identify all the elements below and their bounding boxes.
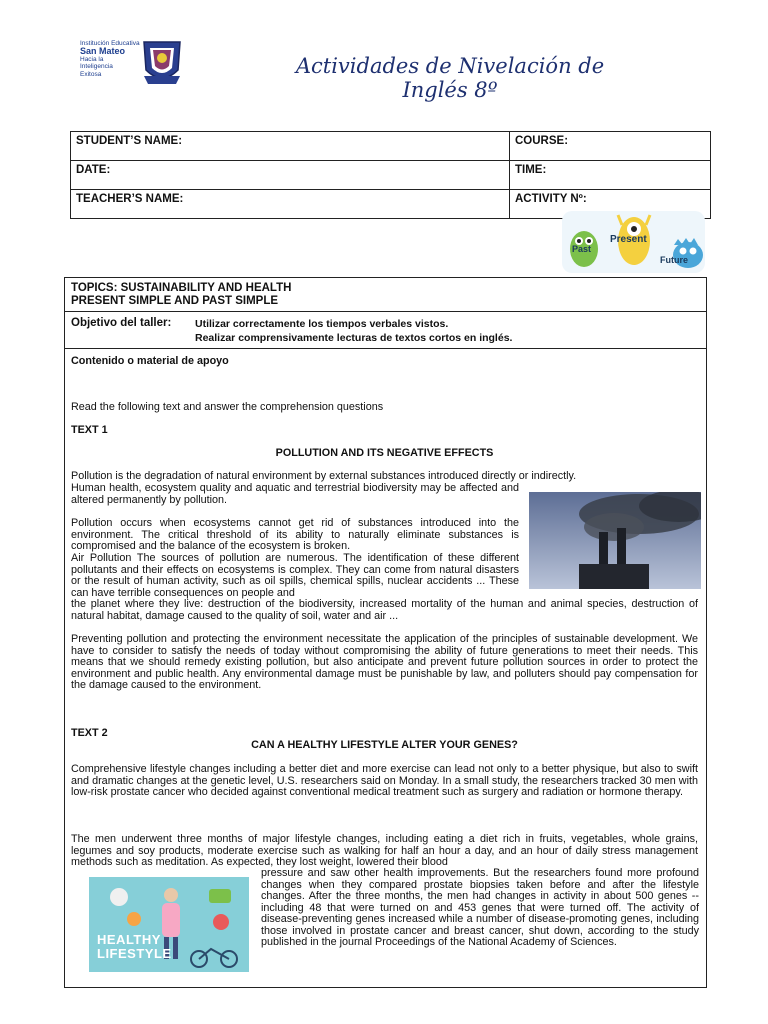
text2-paragraph-2b: pressure and saw other health improvements. But the researchers found more profound changes when they compared prostate biopsies taken before and after the lifestyle changes. After the three months, the men had changes in activity in about 500 genes -- including 48 that were turned on and 453 genes that were turned off. The activity of disease-preventing genes increased while a number of disease-promoting genes, including those involved in prostate cancer and breast cancer, shut down, according to the study published in the journal Proceedings of the National Academy of Sciences.	[261, 867, 699, 948]
logo-line: Hacia la	[80, 56, 104, 64]
healthy-lifestyle-caption	[97, 933, 172, 961]
text1-paragraph-2: Pollution occurs when ecosystems cannot get rid of substances introduced into the environment. The critical threshold of its ability to naturally eliminate substances is compromised and the balance of the ecosystem is broken.	[71, 517, 519, 552]
teacher-name-field[interactable]: TEACHER’S NAME:	[71, 190, 510, 219]
logo-line: Inteligencia	[80, 63, 113, 71]
text1-paragraph-4: Preventing pollution and protecting the environment necessitate the application of the principles of sustainable development. We have to consider to satisfy the needs of today without compromising the ability of future generations to meet their needs. This means that we should remedy existing pollution, but also anticipate and prevent future pollution sources in order to protect the environment and public health. Any environmental damage must be punishable by law, and polluters should pay compensation for the damage caused to the environment.	[71, 633, 698, 691]
logo-school-name: San Mateo	[80, 46, 126, 57]
title-line-1: Actividades de Nivelación de	[295, 54, 605, 78]
text1-paragraph-3a: Air Pollution The sources of pollution are numerous. The identification of these different pollutants and their effects on ecosystems is complex. They can come from natural disasters or the result of human activity, such as oil spills, chemical spills, nuclear accidents ... These can have terrible consequences on people and	[71, 552, 519, 599]
factory-pollution-image	[529, 492, 701, 589]
time-field[interactable]: TIME:	[510, 161, 711, 190]
objetivo-label: Objetivo del taller:	[71, 317, 172, 329]
school-logo	[78, 36, 188, 92]
text1-paragraph-1b: Human health, ecosystem quality and aquatic and terrestrial biodiversity may be affected and altered permanently by pollution.	[71, 482, 519, 506]
text2-label: TEXT 2	[71, 727, 108, 739]
student-name-field[interactable]: STUDENT’S NAME:	[71, 132, 510, 161]
objetivo-line-2: Realizar comprensivamente lecturas de textos cortos en inglés.	[195, 332, 513, 344]
instructions: Read the following text and answer the comprehension questions	[71, 401, 384, 413]
course-field[interactable]: COURSE:	[510, 132, 711, 161]
caption-line-1: HEALTHY	[97, 932, 161, 947]
text2-paragraph-1: Comprehensive lifestyle changes including a better diet and more exercise can lead not only to a better physique, but also to swift and dramatic changes at the genetic level, U.S. researchers said on Monday. In a small study, the researchers tracked 30 men with low-risk prostate cancer who decided against conventional medical treatment such as surgery and radiation or hormone therapy.	[71, 763, 698, 798]
caption-line-2: LIFESTYLE	[97, 946, 172, 961]
content-heading: Contenido o material de apoyo	[71, 355, 229, 367]
worksheet-body	[64, 277, 707, 988]
past-label: Past	[572, 244, 592, 254]
text1-label: TEXT 1	[71, 424, 108, 436]
document-title	[250, 54, 650, 102]
text1-paragraph-1a: Pollution is the degradation of natural environment by external substances introduced directly or indirectly.	[71, 470, 577, 482]
school-crest-icon	[140, 36, 184, 88]
title-line-2: Inglés 8º	[402, 78, 498, 102]
tenses-illustration	[562, 211, 705, 273]
text1-title: POLLUTION AND ITS NEGATIVE EFFECTS	[275, 447, 494, 459]
logo-line: Exitosa	[80, 70, 102, 78]
healthy-lifestyle-image	[89, 877, 249, 972]
present-label: Present	[610, 234, 647, 245]
text2-paragraph-2a: The men underwent three months of major lifestyle changes, including eating a diet rich in fruits, vegetables, whole grains, legumes and soy products, moderate exercise such as walking for half an hour a day, and an hour of daily stress management methods such as meditation. As expected, they lost weight, lowered their blood	[71, 833, 698, 868]
topics-line-2: PRESENT SIMPLE AND PAST SIMPLE	[71, 295, 279, 307]
factory-smokestacks-icon	[529, 492, 701, 589]
activity-number-field[interactable]: ACTIVITY Nº:	[510, 190, 711, 219]
topics-line-1: TOPICS: SUSTAINABILITY AND HEALTH	[71, 282, 292, 294]
text1-paragraph-3b: the planet where they live: destruction of the biodiversity, increased mortality of the human and animal species, destruction of natural habitat, damage caused to the quality of soil, water and air ...	[71, 598, 698, 622]
student-info-table	[70, 131, 711, 219]
text2-title: CAN A HEALTHY LIFESTYLE ALTER YOUR GENES?	[251, 739, 518, 751]
objetivo-row	[65, 312, 706, 349]
date-field[interactable]: DATE:	[71, 161, 510, 190]
logo-line: Institución Educativa	[80, 40, 140, 47]
future-label: Future	[660, 255, 688, 265]
objetivo-line-1: Utilizar correctamente los tiempos verbales vistos.	[195, 318, 449, 330]
topics-row	[65, 278, 706, 312]
